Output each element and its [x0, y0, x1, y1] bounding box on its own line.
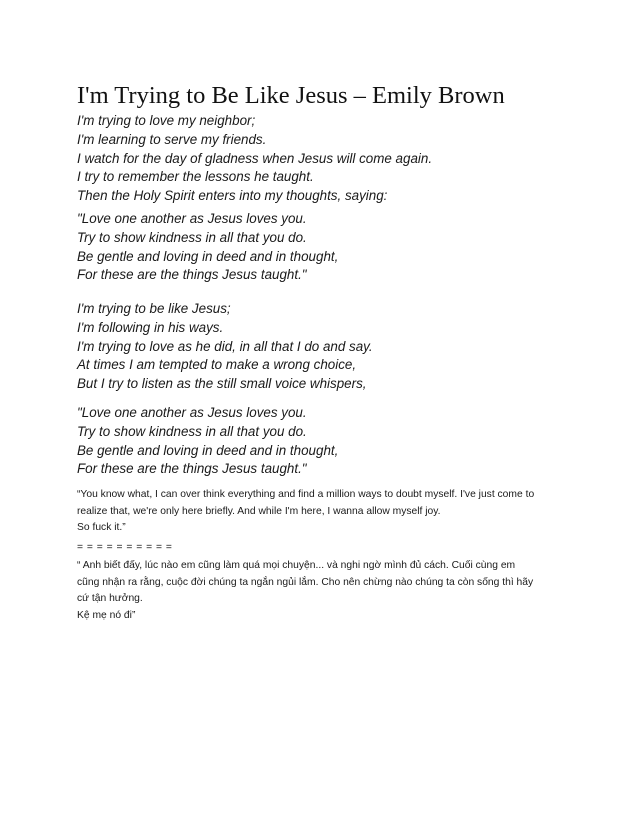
quote-line: realize that, we're only here briefly. And while I'm here, I wanna allow myself joy. [77, 505, 441, 517]
verse-line: I'm following in his ways. [77, 319, 224, 335]
divider: = = = = = = = = = = [77, 542, 173, 553]
verse-line: I'm learning to serve my friends. [77, 131, 267, 147]
chorus-2 [77, 404, 338, 479]
chorus-line: Be gentle and loving in deed and in thought, [77, 248, 339, 264]
quote-line: So fuck it.” [77, 522, 126, 534]
chorus-line: Try to show kindness in all that you do. [77, 423, 307, 439]
chorus-line: Try to show kindness in all that you do. [77, 229, 307, 245]
verse-line: I try to remember the lessons he taught. [77, 169, 314, 185]
chorus-line: Be gentle and loving in deed and in thought, [77, 442, 339, 458]
chorus-line: "Love one another as Jesus loves you. [77, 405, 307, 420]
quote-english [77, 487, 534, 537]
chorus-line: For these are the things Jesus taught." [77, 461, 307, 477]
verse-1 [77, 112, 432, 206]
verse-line: At times I am tempted to make a wrong choice, [77, 357, 357, 373]
document-title: I'm Trying to Be Like Jesus – Emily Brown [77, 82, 505, 109]
chorus-1 [77, 210, 338, 285]
chorus-line: For these are the things Jesus taught." [77, 267, 307, 283]
chorus-line: "Love one another as Jesus loves you. [77, 211, 307, 226]
quote-line: Kệ mẹ nó đi” [77, 609, 136, 621]
quote-vietnamese [77, 558, 533, 624]
verse-line: I'm trying to love as he did, in all that I do and say. [77, 338, 373, 354]
quote-line: cứ tận hưởng. [77, 593, 143, 605]
verse-line: But I try to listen as the still small voice whispers, [77, 376, 367, 392]
verse-2 [77, 300, 373, 394]
verse-line: I'm trying to love my neighbor; [77, 113, 256, 128]
verse-line: Then the Holy Spirit enters into my thoughts, saying: [77, 188, 388, 204]
quote-line: “You know what, I can over think everything and find a million ways to doubt myself. I've just come to [77, 489, 535, 500]
verse-line: I'm trying to be like Jesus; [77, 301, 231, 316]
quote-line: cũng nhận ra rằng, cuộc đời chúng ta ngắn ngủi lắm. Cho nên chừng nào chúng ta còn sống thì hãy [77, 576, 534, 588]
quote-line: “ Anh biết đấy, lúc nào em cũng làm quá mọi chuyện... và nghi ngờ mình đủ cách. Cuối cùng em [77, 560, 516, 571]
verse-line: I watch for the day of gladness when Jesus will come again. [77, 150, 433, 166]
